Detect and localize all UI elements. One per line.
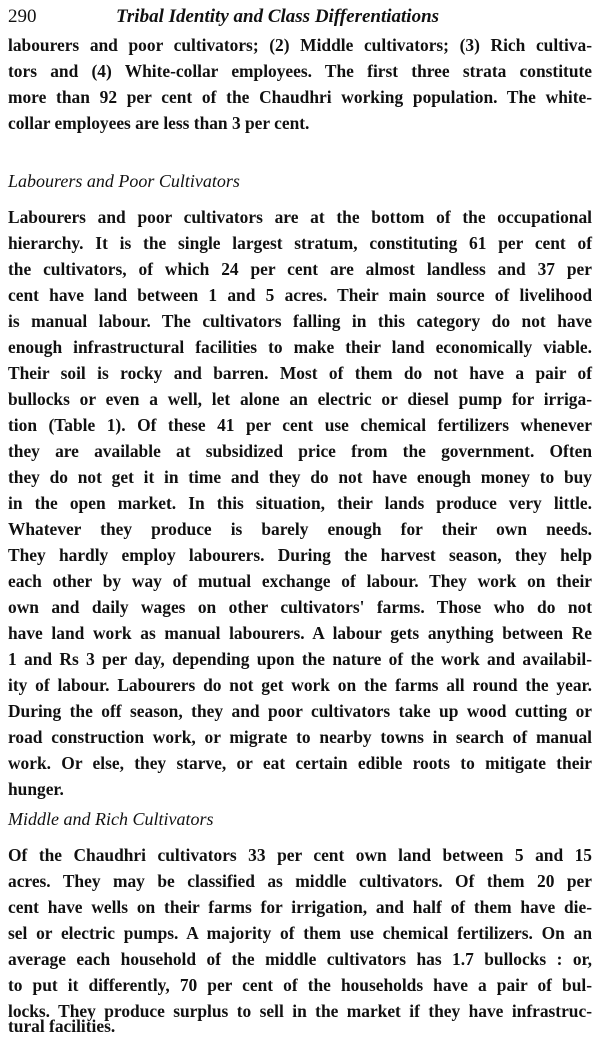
text-line: average each household of the middle cultivators has 1.7 bullocks : or, <box>8 949 592 969</box>
text-line: locks. They produce surplus to sell in the market if they have infrastruc- <box>8 1001 592 1021</box>
text-line: road construction work, or migrate to nearby towns in search of manual <box>8 727 592 747</box>
text-line: more than 92 per cent of the Chaudhri working population. The white- <box>8 87 592 107</box>
text-line: they are available at subsidized price from the government. Often <box>8 441 592 461</box>
text-line: have land work as manual labourers. A labour gets anything between Re <box>8 623 592 643</box>
text-line: acres. They may be classified as middle cultivators. Of them 20 per <box>8 871 592 891</box>
text-line: bullocks or even a well, let alone an electric or diesel pump for irriga- <box>8 389 592 409</box>
text-line: 1 and Rs 3 per day, depending upon the nature of the work and availabil- <box>8 649 592 669</box>
text-line: tural facilities. <box>8 1016 116 1036</box>
text-line: work. Or else, they starve, or eat certain edible roots to mitigate their <box>8 753 592 773</box>
text-line: the cultivators, of which 24 per cent are almost landless and 37 per <box>8 259 592 279</box>
text-line: collar employees are less than 3 per cent. <box>8 113 310 133</box>
text-line: sel or electric pumps. A majority of them use chemical fertilizers. On an <box>8 923 592 943</box>
page-number: 290 <box>8 6 37 27</box>
text-line: Whatever they produce is barely enough for their own needs. <box>8 519 592 539</box>
text-line: Their soil is rocky and barren. Most of them do not have a pair of <box>8 363 592 383</box>
text-line: labourers and poor cultivators; (2) Middle cultivators; (3) Rich cultiva- <box>8 35 592 55</box>
text-line: to put it differently, 70 per cent of the households have a pair of bul- <box>8 975 592 995</box>
text-line: During the off season, they and poor cultivators take up wood cutting or <box>8 701 592 721</box>
text-line: own and daily wages on other cultivators' farms. Those who do not <box>8 597 592 617</box>
running-head <box>8 4 592 32</box>
section-heading-labourers: Labourers and Poor Cultivators <box>8 171 240 191</box>
text-line: cent have land between 1 and 5 acres. Their main source of livelihood <box>8 285 592 305</box>
text-line: Of the Chaudhri cultivators 33 per cent own land between 5 and 15 <box>8 845 592 865</box>
text-line: in the open market. In this situation, their lands produce very little. <box>8 493 592 513</box>
running-title: Tribal Identity and Class Differentiations <box>116 6 440 27</box>
text-line: they do not get it in time and they do not have enough money to buy <box>8 467 592 487</box>
text-line: enough infrastructural facilities to make their land economically viable. <box>8 337 592 357</box>
text-line: tors and (4) White-collar employees. The first three strata constitute <box>8 61 592 81</box>
text-line: cent have wells on their farms for irrigation, and half of them have die- <box>8 897 592 917</box>
text-line: tion (Table 1). Of these 41 per cent use chemical fertilizers whenever <box>8 415 592 435</box>
text-line: ity of labour. Labourers do not get work on the farms all round the year. <box>8 675 592 695</box>
text-line: is manual labour. The cultivators falling in this category do not have <box>8 311 592 331</box>
text-line: hunger. <box>8 779 64 799</box>
text-line: They hardly employ labourers. During the harvest season, they help <box>8 545 592 565</box>
text-line: Labourers and poor cultivators are at the bottom of the occupational <box>8 207 592 227</box>
text-line: hierarchy. It is the single largest stratum, constituting 61 per cent of <box>8 233 592 253</box>
section-heading-middle-rich: Middle and Rich Cultivators <box>8 809 214 829</box>
text-line: each other by way of mutual exchange of labour. They work on their <box>8 571 592 591</box>
